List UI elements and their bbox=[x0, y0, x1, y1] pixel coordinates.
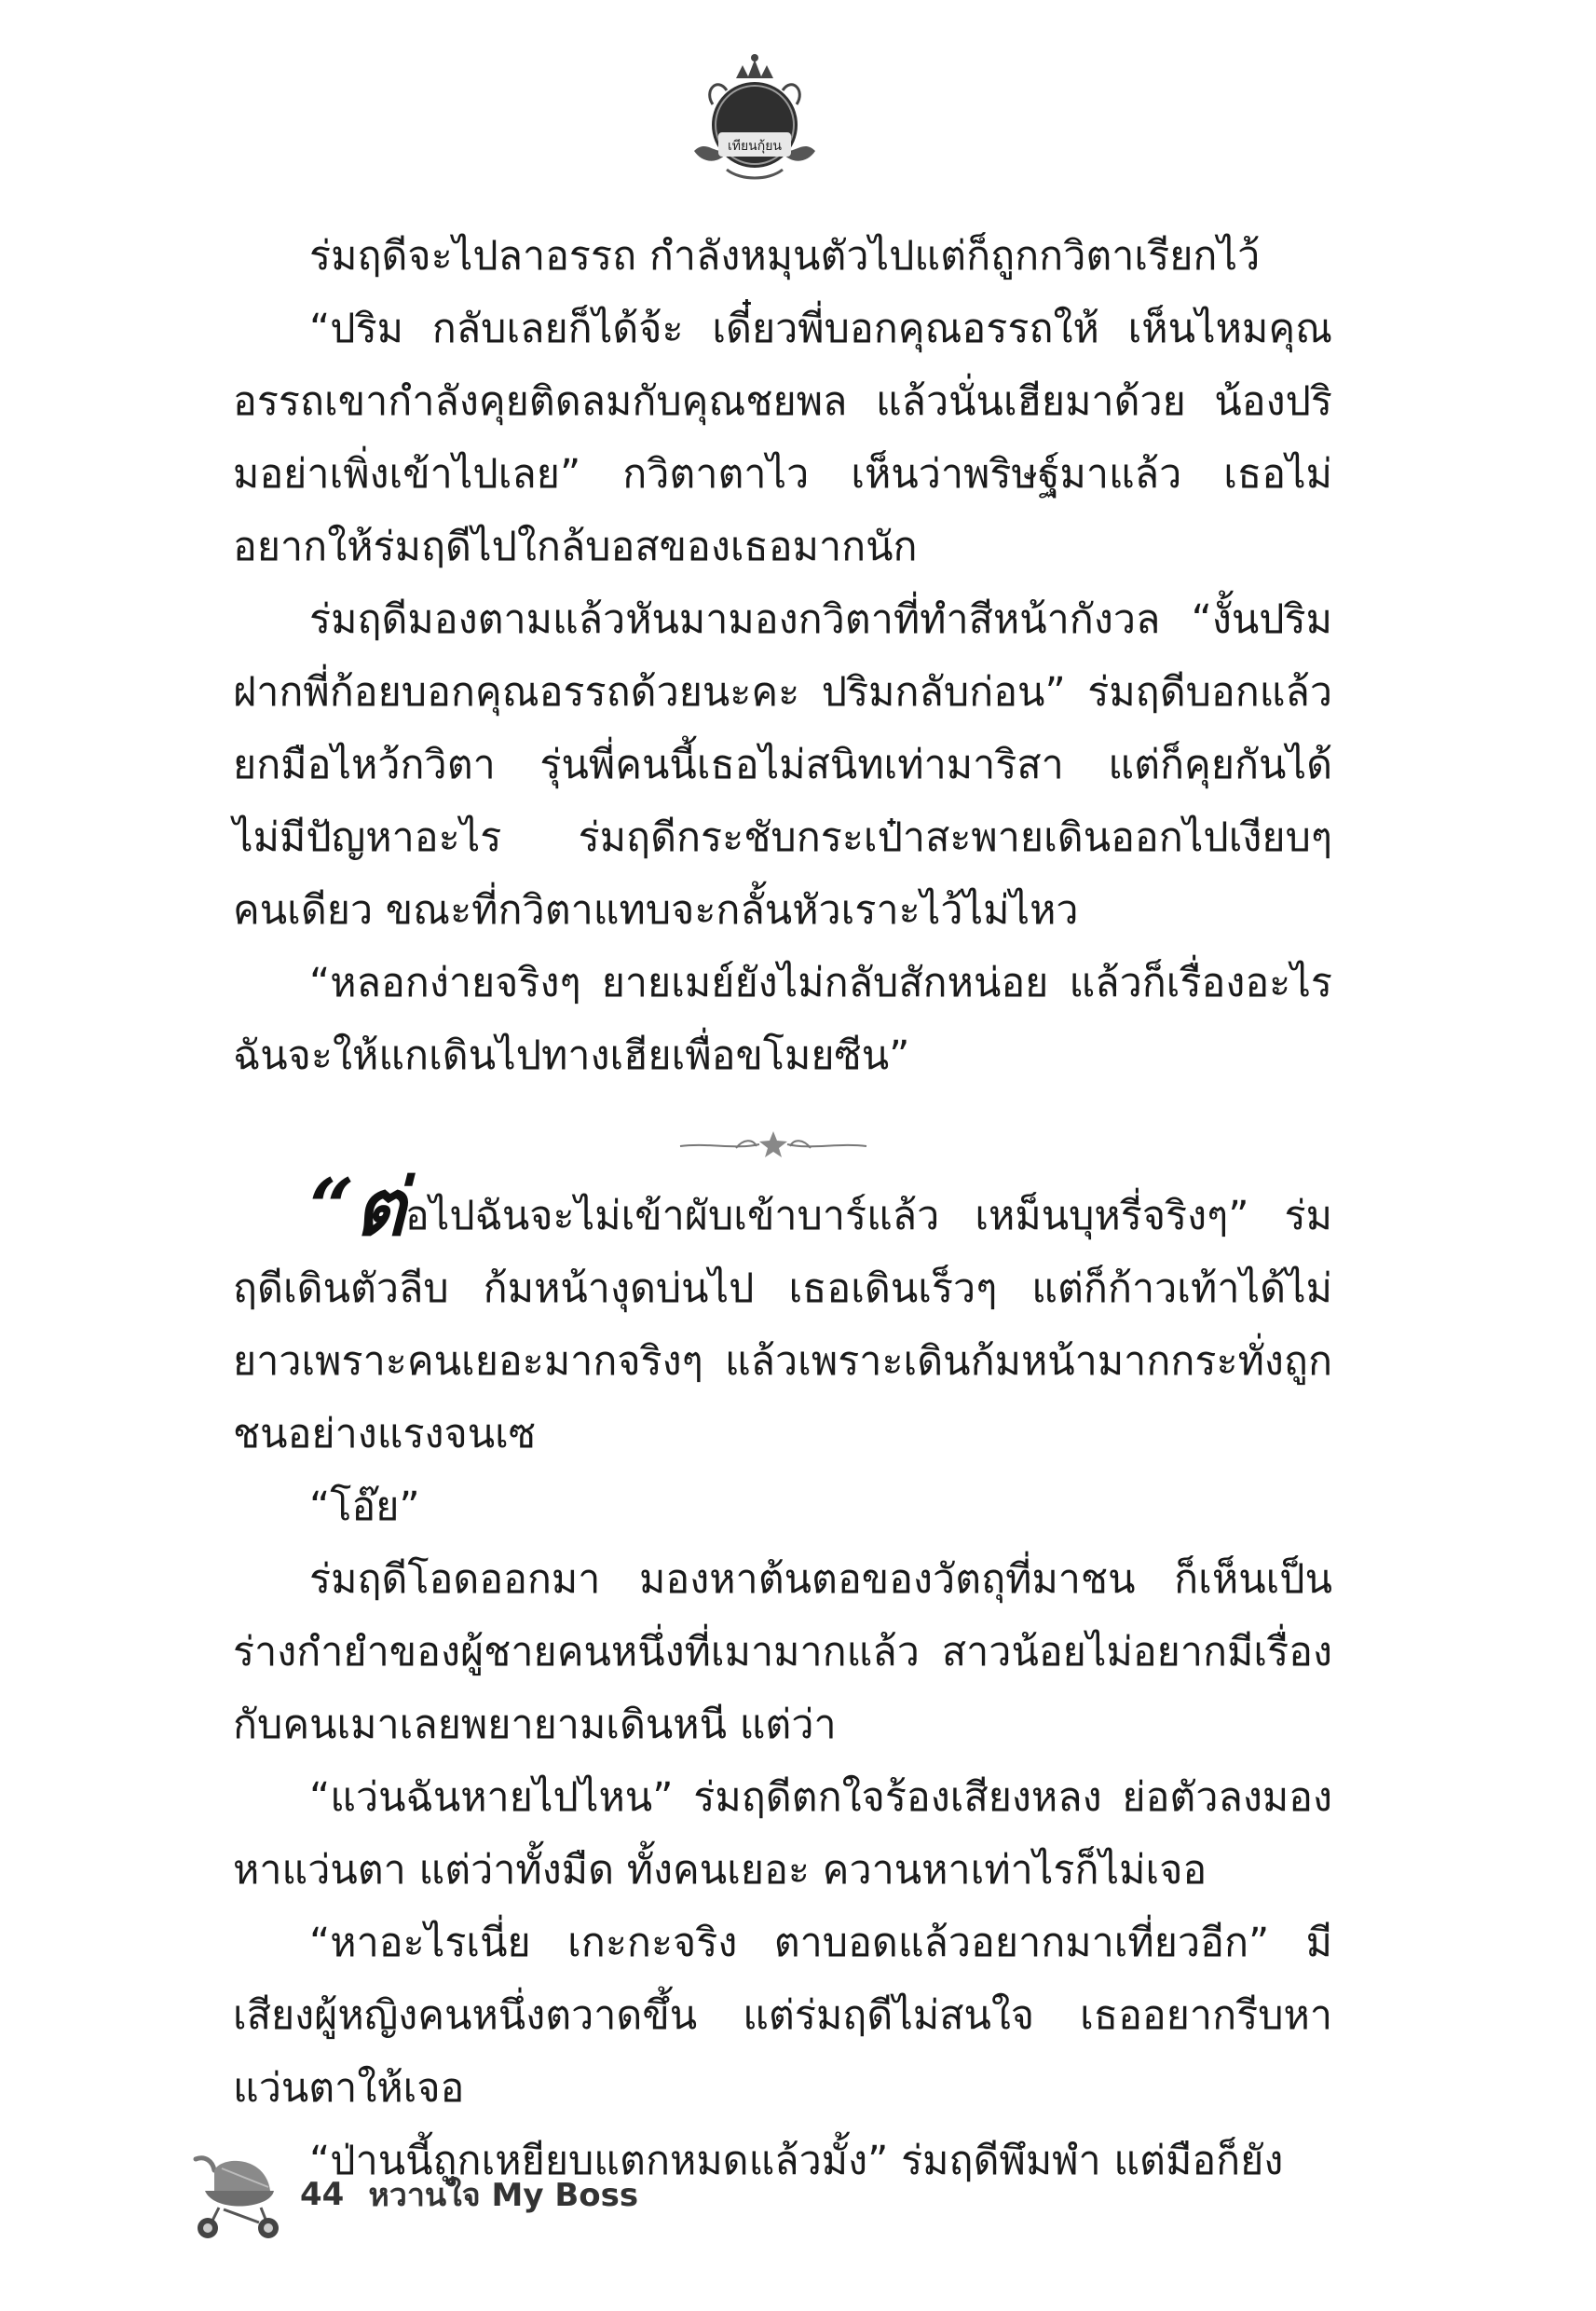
paragraph: “หาอะไรเนี่ย เกะกะจริง ตาบอดแล้วอยากมาเที่ยวอีก” มีเสียงผู้หญิงคนหนึ่งตวาดขึ้น แต่ร่มฤดีไม่สนใจ เธออยากรีบหาแว่นตาให้เจอ bbox=[233, 1920, 1332, 2112]
paragraph: “ป่านนี้ถูกเหยียบแตกหมดแล้วมั้ง” ร่มฤดีพึมพำ แต่มือก็ยัง bbox=[309, 2138, 1284, 2184]
paragraph: “โอ๊ย” bbox=[309, 1484, 420, 1530]
text-block-1 bbox=[233, 220, 1332, 1092]
page-footer bbox=[177, 2143, 638, 2246]
text-block-2 bbox=[233, 1161, 1332, 2197]
book-title: หวานใจ My Boss bbox=[368, 2177, 639, 2214]
dropcap-letter: “ต่ bbox=[309, 1161, 405, 1253]
paragraph: ร่มฤดีโอดออกมา มองหาต้นตอของวัตถุที่มาชน ก็เห็นเป็นร่างกำยำของผู้ชายคนหนึ่งที่เมามากแล้ว สาวน้อยไม่อยากมีเรื่องกับคนเมาเลยพยายามเดินหนี แต่ว่า bbox=[233, 1556, 1332, 1748]
paragraph: “หลอกง่ายจริงๆ ยายเมย์ยังไม่กลับสักหน่อย แล้วก็เรื่องอะไรฉันจะให้แกเดินไปทางเฮียเพื่อขโมยซีน” bbox=[233, 960, 1332, 1079]
paragraph: ร่มฤดีจะไปลาอรรถ กำลังหมุนตัวไปแต่ก็ถูกกวิตาเรียกไว้ bbox=[309, 233, 1261, 280]
floral-star-divider-icon bbox=[671, 1126, 876, 1163]
header-logo bbox=[685, 48, 825, 188]
page-number: 44 bbox=[300, 2176, 345, 2213]
paragraph: ร่มฤดีมองตามแล้วหันมามองกวิตาที่ทำสีหน้ากังวล “งั้นปริมฝากพี่ก้อยบอกคุณอรรถด้วยนะคะ ปริมกลับก่อน” ร่มฤดีบอกแล้วยกมือไหว้กวิตา รุ่นพี่คนนี้เธอไม่สนิทเท่ามาริสา แต่ก็คุยกันได้ไม่มีปัญหาอะไร ร่มฤดีกระชับกระเป๋าสะพายเดินออกไปเงียบๆ คนเดียว ขณะที่กวิตาแทบจะกลั้นหัวเราะไว้ไม่ไหว bbox=[233, 596, 1332, 934]
dropcap-rest: อไปฉันจะไม่เข้าผับเข้าบาร์แล้ว เหม็นบุหรี่จริงๆ” ร่มฤดีเดินตัวลีบ ก้มหน้างุดบ่นไป เธอเดินเร็วๆ แต่ก็ก้าวเท้าได้ไม่ยาวเพราะคนเยอะมากจริงๆ แล้วเพราะเดินก้มหน้ามากกระทั่งถูกชนอย่างแรงจนเซ bbox=[233, 1193, 1332, 1457]
baby-stroller-icon bbox=[177, 2148, 280, 2241]
ornamental-emblem-icon bbox=[685, 48, 825, 188]
section-divider bbox=[671, 1126, 876, 1163]
logo-text: เทียนกุ้ยน bbox=[727, 139, 783, 154]
paragraph: “ปริม กลับเลยก็ได้จ้ะ เดี๋ยวพี่บอกคุณอรรถให้ เห็นไหมคุณอรรถเขากำลังคุยติดลมกับคุณชยพล แล้วนั่นเฮียมาด้วย น้องปริมอย่าเพิ่งเข้าไปเลย” กวิตาตาไว เห็นว่าพริษฐ์มาแล้ว เธอไม่อยากให้ร่มฤดีไปใกล้บอสของเธอมากนัก bbox=[233, 306, 1332, 570]
dropcap-paragraph bbox=[233, 1161, 1332, 1470]
paragraph: “แว่นฉันหายไปไหน” ร่มฤดีตกใจร้องเสียงหลง ย่อตัวลงมองหาแว่นตา แต่ว่าทั้งมืด ทั้งคนเยอะ ควานหาเท่าไรก็ไม่เจอ bbox=[233, 1774, 1332, 1894]
